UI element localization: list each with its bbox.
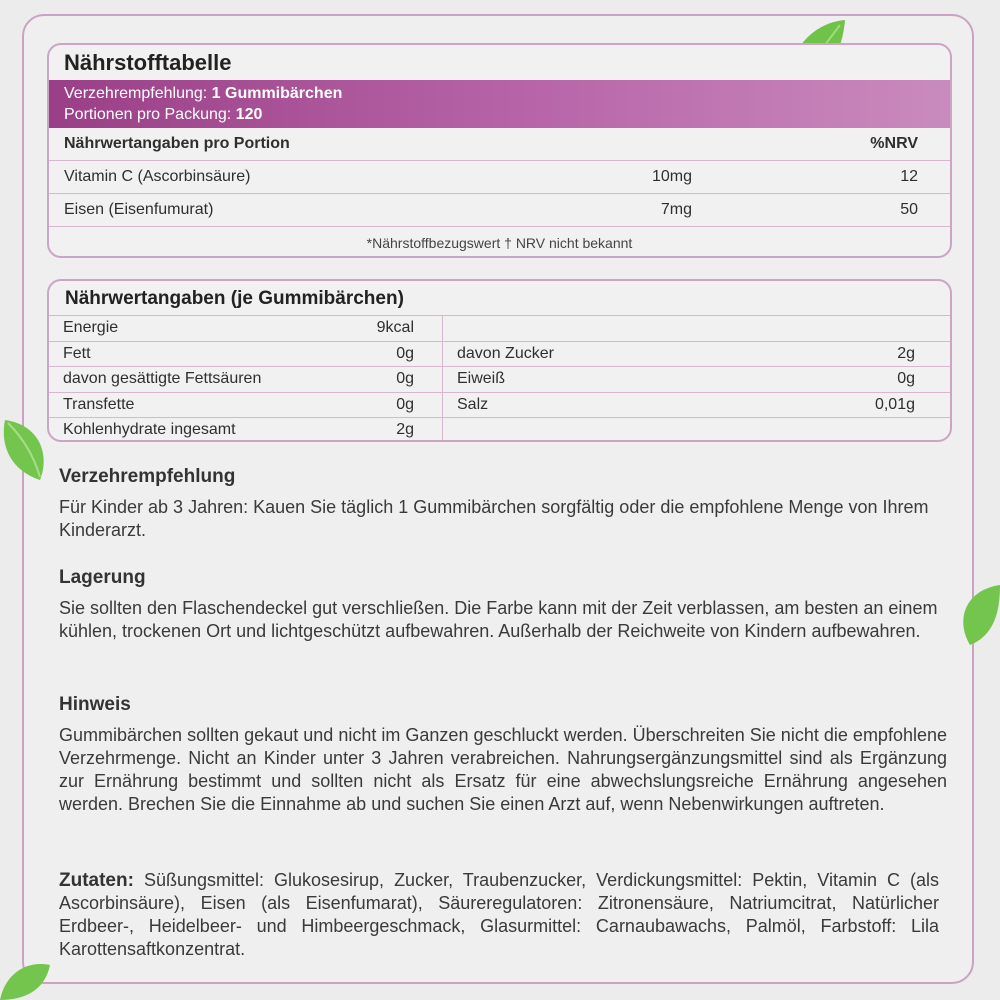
serving-value: 1 Gummibärchen xyxy=(211,85,343,102)
nutrient-table-title: Nährstofftabelle xyxy=(64,50,232,75)
section-title: Hinweis xyxy=(59,694,131,715)
fact-name: Transfette xyxy=(63,395,135,413)
nutrient-footnote: *Nährstoffbezugswert † NRV nicht bekannt xyxy=(366,235,633,251)
nutrition-facts-title: Nährwertangaben (je Gummibärchen) xyxy=(49,281,950,316)
nutrient-table-header xyxy=(49,128,950,161)
fact-value: 2g xyxy=(396,421,414,439)
serving-label: Verzehrempfehlung: xyxy=(64,85,208,102)
serving-info-band xyxy=(49,80,950,128)
table-row xyxy=(443,418,952,442)
ingredients-text: Süßungsmittel: Glukosesirup, Zucker, Traubenzucker, Verdickungsmittel: Pektin, Vitamin C (als Ascorbinsäure), Eisen (als Eisenfumarat), Säureregulatoren: Zitronensäure, Natriumcitrat, Natürlicher Erdbeer-, Heidelbeer- und Himbeergeschmack, Glasurmittel: Carnaubawachs, Palmöl, Farbstoff: Lila Karottensaftkonzentrat. xyxy=(59,870,939,959)
fact-name: Eiweiß xyxy=(457,370,506,388)
fact-value: 0,01g xyxy=(874,395,915,413)
header-nrv: %NRV xyxy=(870,135,918,152)
nutrition-column-right xyxy=(443,316,952,442)
section-text: Sie sollten den Flaschendeckel gut verschließen. Die Farbe kann mit der Zeit verblassen, am besten an einem kühlen, trockenen Ort und lichtgeschützt aufbewahren. Außerhalb der Reichweite von Kindern aufbewahren. xyxy=(59,598,938,641)
fact-name: davon Zucker xyxy=(457,344,554,362)
table-row xyxy=(49,161,950,194)
nutrient-nrv: 50 xyxy=(900,201,918,218)
fact-name: Salz xyxy=(457,395,489,413)
header-name: Nährwertangaben pro Portion xyxy=(64,135,290,152)
nutrient-amount: 10mg xyxy=(651,168,692,185)
section-title: Verzehrempfehlung xyxy=(59,466,236,487)
nutrient-amount: 7mg xyxy=(660,201,692,218)
nutrient-nrv: 12 xyxy=(900,168,918,185)
ingredients-label: Zutaten: xyxy=(59,870,134,891)
leaf-icon xyxy=(955,580,1000,650)
fact-name: Fett xyxy=(63,344,91,362)
table-row xyxy=(443,342,952,368)
portions-per-pack xyxy=(64,104,950,125)
table-row xyxy=(49,342,442,368)
section-title: Lagerung xyxy=(59,567,146,588)
portions-value: 120 xyxy=(235,106,263,123)
nutrient-name: Eisen (Eisenfumurat) xyxy=(64,201,214,218)
nutrient-name: Vitamin C (Ascorbinsäure) xyxy=(64,168,251,185)
fact-value: 9kcal xyxy=(376,319,414,336)
table-row xyxy=(443,393,952,419)
table-row xyxy=(49,316,442,342)
fact-value: 0g xyxy=(396,370,414,388)
serving-recommendation xyxy=(64,83,950,104)
section-text: Für Kinder ab 3 Jahren: Kauen Sie täglich 1 Gummibärchen sorgfältig oder die empfohlene Menge von Ihrem Kinderarzt. xyxy=(59,497,929,540)
section-lagerung xyxy=(59,567,947,643)
fact-value: 0g xyxy=(396,344,414,362)
leaf-icon xyxy=(0,415,50,485)
leaf-icon xyxy=(0,955,55,1000)
fact-name: Kohlenhydrate ingesamt xyxy=(63,421,236,439)
fact-name: davon gesättigte Fettsäuren xyxy=(63,370,262,388)
fact-value: 0g xyxy=(396,395,414,413)
portions-label: Portionen pro Packung: xyxy=(64,106,232,123)
section-hinweis xyxy=(59,694,947,816)
table-row xyxy=(49,418,442,442)
fact-name: Energie xyxy=(63,319,119,336)
fact-value: 2g xyxy=(897,344,915,362)
table-row xyxy=(443,367,952,393)
table-row xyxy=(443,316,952,342)
nutrient-table xyxy=(47,43,952,258)
section-verzehrempfehlung xyxy=(59,466,947,542)
table-row xyxy=(49,393,442,419)
nutrition-facts-table xyxy=(47,279,952,442)
nutrition-column-left xyxy=(49,316,443,442)
table-row xyxy=(49,367,442,393)
ingredients xyxy=(59,869,939,961)
table-row xyxy=(49,194,950,227)
section-text: Gummibärchen sollten gekaut und nicht im Ganzen geschluckt werden. Überschreiten Sie nicht die empfohlene Verzehrmenge. Nicht an Kinder unter 3 Jahren verabreichen. Nahrungsergänzungsmittel sind als Ergänzung zur Ernährung bestimmt und sollten nicht als Ersatz für eine abwechslungsreiche Ernährung angesehen werden. Brechen Sie die Einnahme ab und suchen Sie einen Arzt auf, wenn Nebenwirkungen auftreten. xyxy=(59,725,947,814)
fact-value: 0g xyxy=(897,370,915,388)
